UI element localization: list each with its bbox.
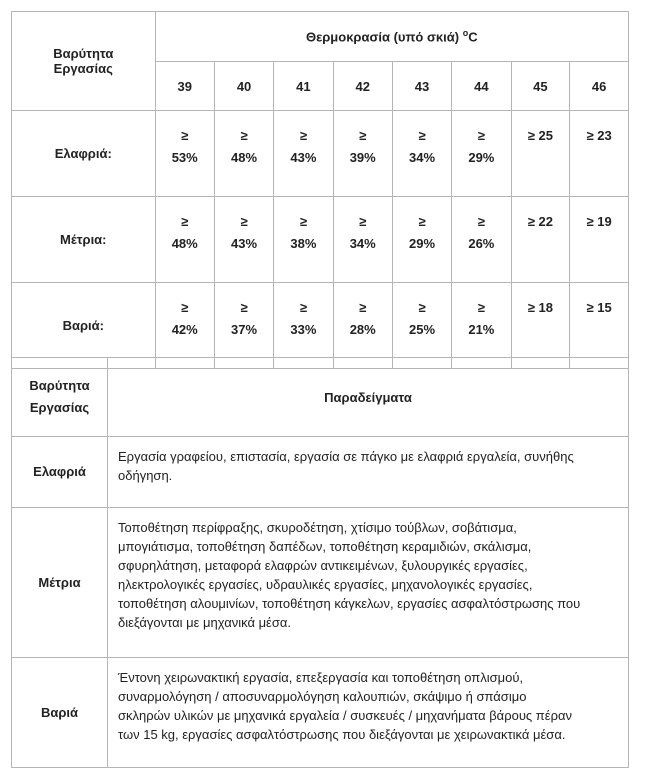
temp-col: 39 bbox=[155, 62, 214, 111]
cell: ≥ 43% bbox=[214, 197, 273, 283]
cell: ≥ 34% bbox=[392, 111, 451, 197]
work-severity-header: Βαρύτητα Εργασίας bbox=[12, 358, 108, 437]
temp-col: 44 bbox=[452, 62, 511, 111]
cell: ≥ 39% bbox=[333, 111, 392, 197]
temp-col: 42 bbox=[333, 62, 392, 111]
cell: ≥ 43% bbox=[274, 111, 333, 197]
cell: ≥ 29% bbox=[452, 111, 511, 197]
table-row bbox=[12, 111, 629, 197]
cell: ≥ 23 bbox=[570, 111, 629, 197]
temp-col: 43 bbox=[392, 62, 451, 111]
examples-text: Τοποθέτηση περίφραξης, σκυροδέτηση, χτίσιμο τούβλων, σοβάτισμα, μπογιάτισμα, τοποθέτηση δαπέδων, τοποθέτηση κεραμιδιών, σκάλισμα, σφυρηλάτηση, μεταφορά ελαφρών αντικειμένων, ξυλουργικές εργασίες, ηλεκτρολογικές εργασίες, υδραυλικές εργασίες, μηχανολογικές εργασίες, τοποθέτηση αλουμινίων, τοποθέτηση κάγκελων, εργασίες ασφαλτόστρωσης που διεξάγονται με μηχανικά μέσα. bbox=[108, 508, 629, 658]
cell: ≥ 21% bbox=[452, 283, 511, 369]
cell: ≥ 33% bbox=[274, 283, 333, 369]
degree-sup: o bbox=[462, 28, 469, 39]
row-label: Βαριά bbox=[12, 658, 108, 768]
row-label: Ελαφριά bbox=[12, 437, 108, 508]
corner-line-1: Βαρύτητα bbox=[53, 46, 114, 61]
examples-header: Παραδείγματα bbox=[108, 358, 629, 437]
cell: ≥ 37% bbox=[214, 283, 273, 369]
cell: ≥ 53% bbox=[155, 111, 214, 197]
cell: ≥ 48% bbox=[155, 197, 214, 283]
table-row bbox=[12, 658, 629, 768]
row-label: Ελαφριά: bbox=[12, 111, 156, 197]
row-label: Βαριά: bbox=[12, 283, 156, 369]
temp-col: 41 bbox=[274, 62, 333, 111]
temperature-unit: C bbox=[468, 29, 478, 45]
cell: ≥ 34% bbox=[333, 197, 392, 283]
corner-line-2: Εργασίας bbox=[53, 61, 113, 76]
cell: ≥ 29% bbox=[392, 197, 451, 283]
examples-table bbox=[11, 357, 629, 768]
row-label: Μέτρια: bbox=[12, 197, 156, 283]
cell: ≥ 28% bbox=[333, 283, 392, 369]
humidity-threshold-table bbox=[11, 11, 629, 369]
table-row bbox=[12, 197, 629, 283]
cell: ≥ 19 bbox=[570, 197, 629, 283]
cell: ≥ 42% bbox=[155, 283, 214, 369]
work-severity-header bbox=[12, 12, 156, 111]
table-row bbox=[12, 508, 629, 658]
cell: ≥ 38% bbox=[274, 197, 333, 283]
row-label: Μέτρια bbox=[12, 508, 108, 658]
cell: ≥ 18 bbox=[511, 283, 570, 369]
examples-text: Εργασία γραφείου, επιστασία, εργασία σε πάγκο με ελαφριά εργαλεία, συνήθης οδήγηση. bbox=[108, 437, 629, 508]
cell: ≥ 15 bbox=[570, 283, 629, 369]
cell: ≥ 25% bbox=[392, 283, 451, 369]
table-row bbox=[12, 283, 629, 369]
temperature-title: Θερμοκρασία (υπό σκιά) bbox=[305, 29, 460, 45]
cell: ≥ 22 bbox=[511, 197, 570, 283]
cell: ≥ 25 bbox=[511, 111, 570, 197]
examples-text: Έντονη χειρωνακτική εργασία, επεξεργασία και τοποθέτηση οπλισμού, συναρμολόγηση / αποσυναρμολόγηση καλουπιών, σκάψιμο ή σπάσιμο σκληρών υλικών με μηχανικά εργαλεία / συσκευές / μηχανήματα βάρους πέραν των 15 kg, εργασίες ασφαλτόστρωσης που διεξάγονται με χειρωνακτικά μέσα. bbox=[108, 658, 629, 768]
cell: ≥ 26% bbox=[452, 197, 511, 283]
temp-col: 45 bbox=[511, 62, 570, 111]
table-row bbox=[12, 437, 629, 508]
cell: ≥ 48% bbox=[214, 111, 273, 197]
temp-col: 40 bbox=[214, 62, 273, 111]
temperature-header bbox=[155, 12, 628, 62]
temp-col: 46 bbox=[570, 62, 629, 111]
